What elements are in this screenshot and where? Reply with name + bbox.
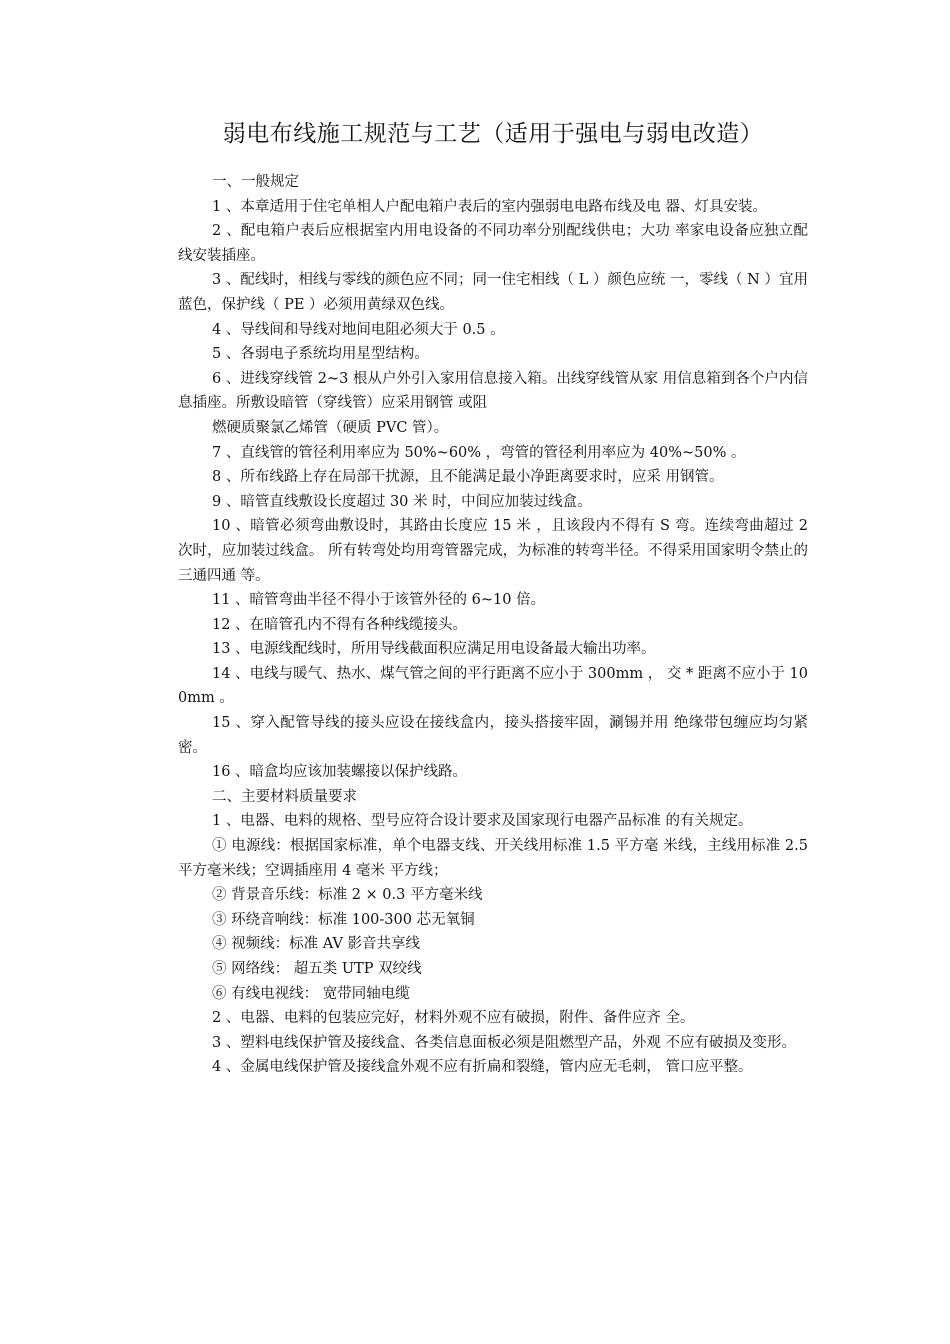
paragraph: 燃硬质聚氯乙烯管（硬质 PVC 管）。 — [212, 419, 449, 436]
paragraph: 4 、导线间和导线对地间电阻必须大于 0.5 。 — [212, 321, 505, 338]
paragraph: 14 、电线与暖气、热水、煤气管之间的平行距离不应小于 300mm ， 交 * 距离不应小于 100mm 。 — [178, 665, 808, 707]
paragraph: 11 、暗管弯曲半径不得小于该管外径的 6~10 倍。 — [212, 592, 546, 609]
paragraph: 9 、暗管直线敷设长度超过 30 米 时，中间应加装过线盒。 — [212, 493, 592, 510]
paragraph: 5 、各弱电子系统均用星型结构。 — [212, 346, 429, 363]
paragraph: ② 背景音乐线：标准 2 × 0.3 平方毫米线 — [212, 887, 483, 904]
paragraph: 15 、穿入配管导线的接头应设在接线盒内，接头搭接牢固，涮锡并用 绝缘带包缠应均匀紧密。 — [178, 715, 808, 756]
list-item: ③ 环绕音响线：标准 100-300 芯无氧铜 — [212, 911, 475, 928]
paragraph: 4 、金属电线保护管及接线盒外观不应有折扁和裂缝，管内应无毛刺， 管口应平整。 — [212, 1059, 753, 1076]
paragraph: ① 电源线：根据国家标准，单个电器支线、开关线用标准 1.5 平方毫 米线，主线用标准 2.5 平方毫米线；空调插座用 4 毫米 平方线； — [178, 838, 808, 879]
list-item: 2 、电器、电料的包装应完好，材料外观不应有破损，附件、备件应齐 全。 — [212, 1010, 695, 1027]
list-item: ④ 视频线：标准 AV 影音共享线 — [212, 936, 421, 953]
document-body — [178, 170, 808, 1080]
paragraph: 13 、电源线配线时，所用导线截面积应满足用电设备最大输出功率。 — [212, 641, 656, 658]
list-item: ⑥ 有线电视线： 宽带同轴电缆 — [212, 985, 410, 1002]
paragraph: 6 、进线穿线管 2~3 根从户外引入家用信息接入箱。出线穿线管从家 用信息箱到各个户内信息插座。所敷设暗管（穿线管）应采用钢管 或阻 — [178, 370, 808, 412]
paragraph: 12 、在暗管孔内不得有各种线缆接头。 — [212, 616, 468, 633]
paragraph: 3 、塑料电线保护管及接线盒、各类信息面板必须是阻燃型产品，外观 不应有破损及变形。 — [212, 1034, 796, 1051]
paragraph: 1 、本章适用于住宅单相人户配电箱户表后的室内强弱电电路布线及电 器、灯具安装。 — [212, 198, 767, 215]
paragraph: 3 、配线时，相线与零线的颜色应不同；同一住宅相线（ L ）颜色应统 一，零线（ N ）宜用蓝色，保护线（ PE ）必须用黄绿双色线。 — [178, 272, 808, 313]
list-item: ⑤ 网络线： 超五类 UTP 双绞线 — [212, 961, 422, 977]
paragraph: 8 、所布线路上存在局部干扰源，且不能满足最小净距离要求时，应采 用钢管。 — [212, 469, 724, 486]
document-page — [178, 118, 808, 1080]
section-heading: 1 、电器、电料的规格、型号应符合设计要求及国家现行电器产品标准 的有关规定。 — [212, 813, 753, 830]
paragraph: 16 、暗盒均应该加装螺接以保护线路。 — [212, 764, 468, 781]
paragraph: 10 、暗管必须弯曲敷设时，其路由长度应 15 米 ，且该段内不得有 S 弯。连续弯曲超过 2 次时，应加装过线盒。 所有转弯处均用弯管器完成，为标准的转弯半径。不得采用国家明令禁止的三通四通 等。 — [178, 518, 808, 584]
paragraph: 一、一般规定 — [212, 174, 299, 190]
document-title: 弱电布线施工规范与工艺（适用于强电与弱电改造） — [222, 121, 764, 147]
paragraph: 2 、配电箱户表后应根据室内用电设备的不同功率分别配线供电；大功 率家电设备应独立配线安装插座。 — [178, 223, 808, 264]
paragraph: 二、主要材料质量要求 — [212, 788, 357, 805]
paragraph: 7 、直线管的管径利用率应为 50%~60% ，弯管的管径利用率应为 40%~50% 。 — [212, 444, 746, 461]
